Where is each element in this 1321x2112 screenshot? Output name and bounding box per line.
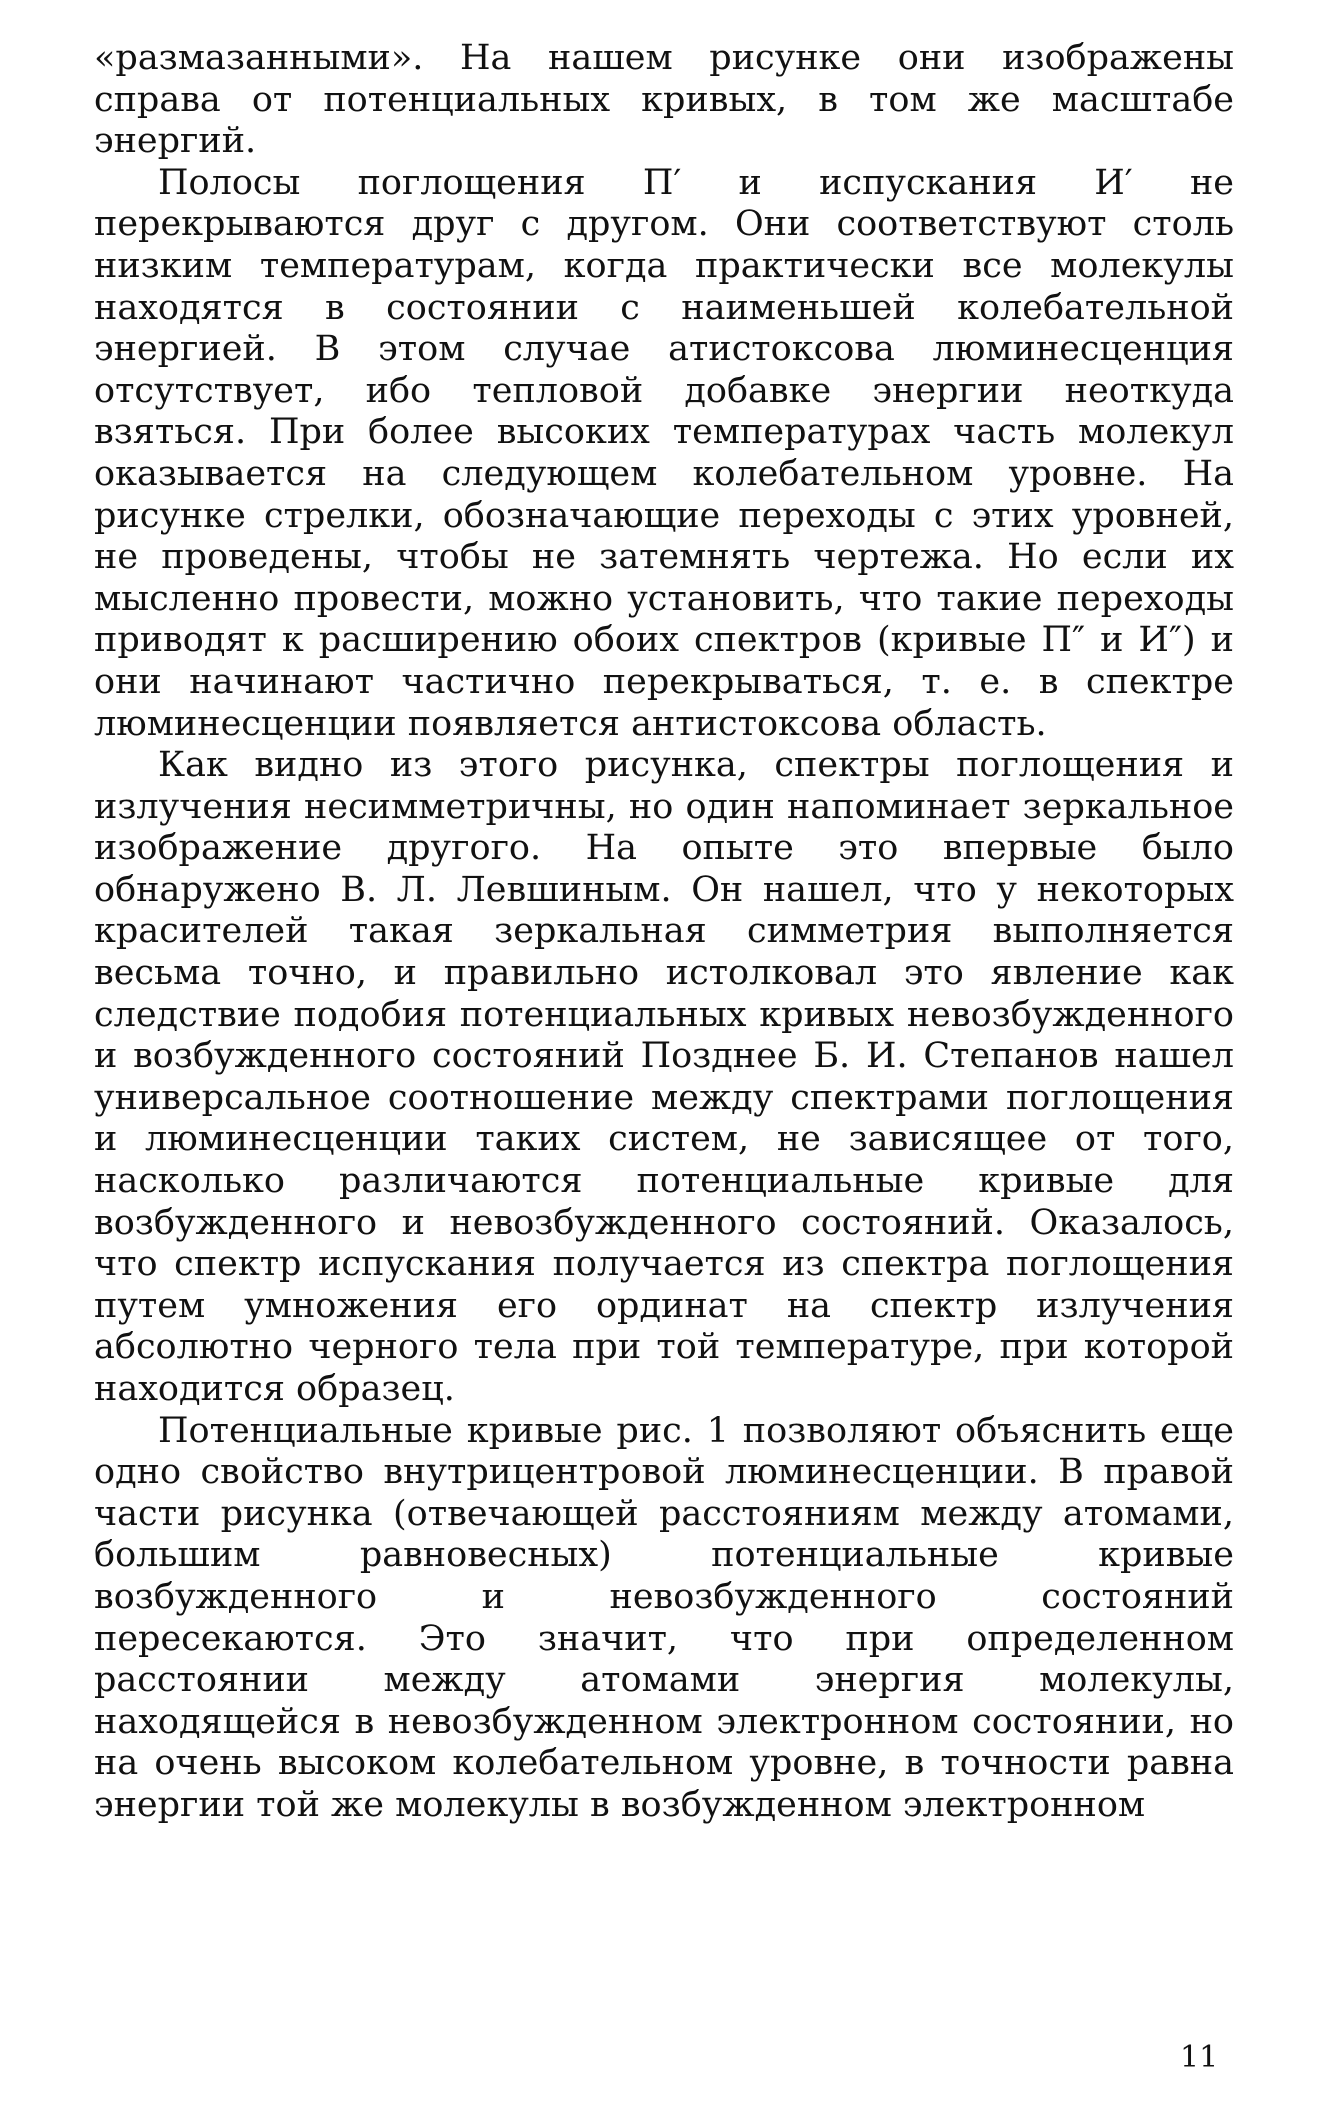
paragraph-continuation: «размазанными». На нашем рисунке они изображены справа от потенциальных кривых, в том же масштабе энергий. xyxy=(94,38,1234,162)
page-text xyxy=(94,38,1234,1827)
page-number: 11 xyxy=(1180,2040,1219,2075)
paragraph-potential-curves: Потенциальные кривые рис. 1 позволяют объяснить еще одно свойство внутрицентровой люминесценции. В правой части рисунка (отвечающей расстояниям между атомами, большим равновесных) потенциальные кривые возбужденного и невозбужденного состояний пересекаются. Это значит, что при определенном расстоянии между атомами энергия молекулы, находящейся в невозбужденном электронном состоянии, но на очень высоком колебательном уровне, в точности равна энергии той же молекулы в возбужденном электронном xyxy=(94,1410,1234,1825)
paragraph-mirror-symmetry: Как видно из этого рисунка, спектры поглощения и излучения несимметричны, но один напоминает зеркальное изображение другого. На опыте это впервые было обнаружено В. Л. Левшиным. Он нашел, что у некоторых красителей такая зеркальная симметрия выполняется весьма точно, и правильно истолковал это явление как следствие подобия потенциальных кривых невозбужденного и возбужденного состояний Позднее Б. И. Степанов нашел универсальное соотношение между спектрами поглощения и люминесценции таких систем, не зависящее от того, насколько различаются потенциальные кривые для возбужденного и невозбужденного состояний. Оказалось, что спектр испускания получается из спектра поглощения путем умножения его ординат на спектр излучения абсолютно черного тела при той температуре, при которой находится образец. xyxy=(94,745,1234,1409)
paragraph-absorption-emission-bands: Полосы поглощения П′ и испускания И′ не перекрываются друг с другом. Они соответствуют столь низким температурам, когда практически все молекулы находятся в состоянии с наименьшей колебательной энергией. В этом случае атистоксова люминесценция отсутствует, ибо тепловой добавке энергии неоткуда взяться. При более высоких температурах часть молекул оказывается на следующем колебательном уровне. На рисунке стрелки, обозначающие переходы с этих уровней, не проведены, чтобы не затемнять чертежа. Но если их мысленно провести, можно установить, что такие переходы приводят к расширению обоих спектров (кривые П″ и И″) и они начинают частично перекрываться, т. е. в спектре люминесценции появляется антистоксова область. xyxy=(94,162,1234,744)
